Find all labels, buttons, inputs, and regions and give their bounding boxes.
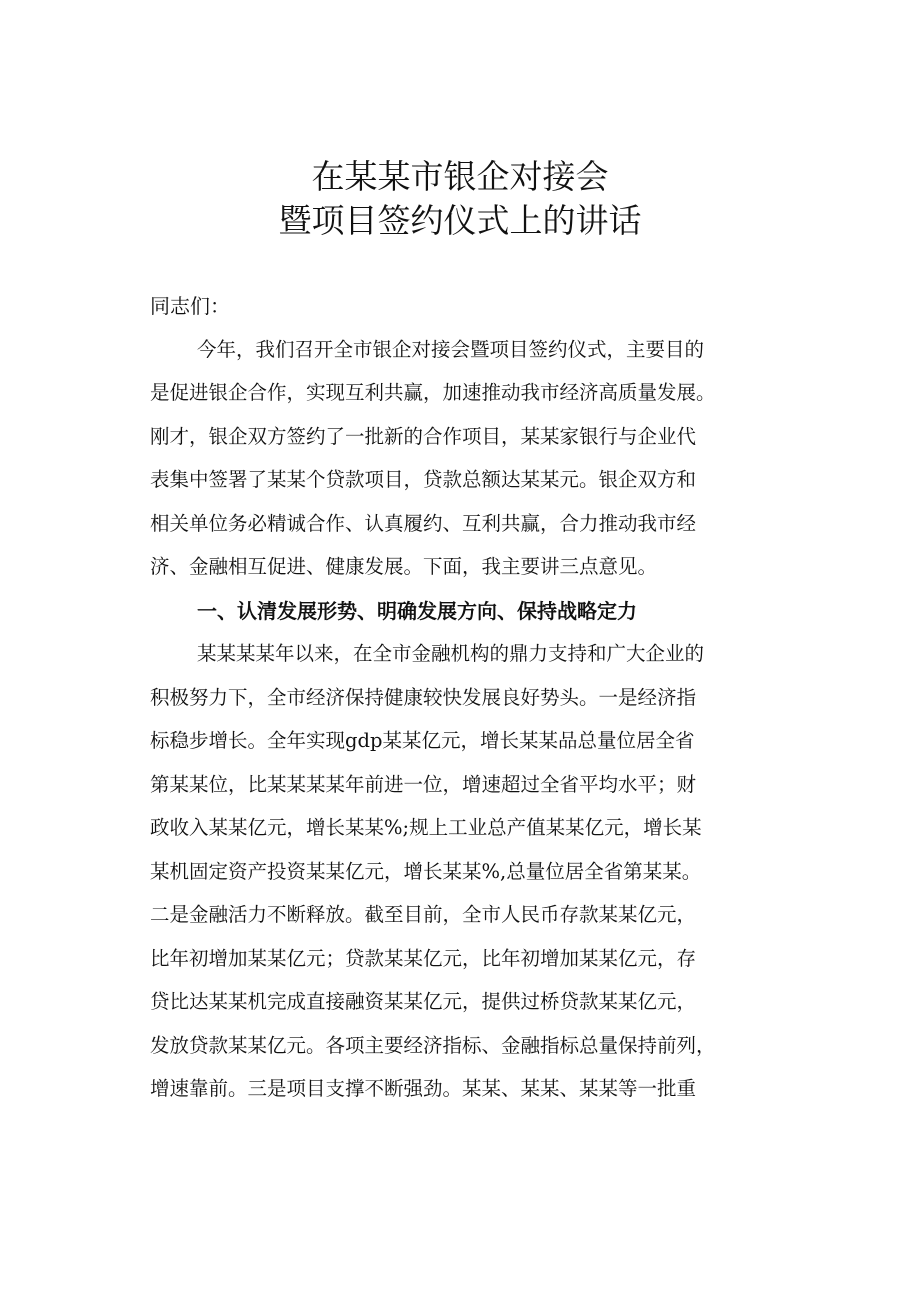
paragraph-1-line: 相关单位务必精诚合作、认真履约、互利共赢，合力推动我市经: [150, 512, 697, 535]
paragraph-2-line: 二是金融活力不断释放。截至目前，全市人民币存款某某亿元，: [150, 903, 697, 926]
greeting: 同志们：: [150, 294, 230, 318]
paragraph-1-line: 表集中签署了某某个贷款项目，贷款总额达某某元。银企双方和: [150, 468, 697, 491]
paragraph-1-line: 济、金融相互促进、健康发展。下面，我主要讲三点意见。: [150, 555, 658, 578]
paragraph-2-line: 某某某某年以来，在全市金融机构的鼎力支持和广大企业的: [197, 642, 705, 665]
paragraph-2-line: 政收入某某亿元，增长某某%;规上工业总产值某某亿元，增长某: [150, 816, 702, 839]
paragraph-2-line: 积极努力下，全市经济保持健康较快发展良好势头。一是经济指: [150, 686, 697, 709]
title-line-2: 暨项目签约仪式上的讲话: [278, 201, 642, 240]
paragraph-2-line: 第某某位，比某某某某年前进一位，增速超过全省平均水平；财: [150, 773, 697, 796]
paragraph-2-line: 贷比达某某机完成直接融资某某亿元，提供过桥贷款某某亿元，: [150, 990, 697, 1013]
paragraph-1-line: 是促进银企合作，实现互利共赢，加速推动我市经济高质量发展。: [150, 381, 716, 404]
paragraph-2-line: 标稳步增长。全年实现gdp某某亿元，增长某某品总量位居全省: [150, 729, 695, 752]
section-heading-1: 一、认清发展形势、明确发展方向、保持战略定力: [197, 599, 637, 623]
paragraph-2-line: 比年初增加某某亿元；贷款某某亿元，比年初增加某某亿元，存: [150, 947, 697, 970]
paragraph-1-line: 今年，我们召开全市银企对接会暨项目签约仪式，主要目的: [197, 338, 705, 361]
title-line-1: 在某某市银企对接会: [311, 157, 609, 196]
paragraph-1-line: 刚才，银企双方签约了一批新的合作项目，某某家银行与企业代: [150, 425, 697, 448]
paragraph-2-line: 增速靠前。三是项目支撑不断强劲。某某、某某、某某等一批重: [150, 1077, 697, 1100]
paragraph-2-line: 发放贷款某某亿元。各项主要经济指标、金融指标总量保持前列，: [150, 1034, 716, 1057]
paragraph-2-line: 某机固定资产投资某某亿元，增长某某%,总量位居全省第某某。: [150, 860, 702, 883]
